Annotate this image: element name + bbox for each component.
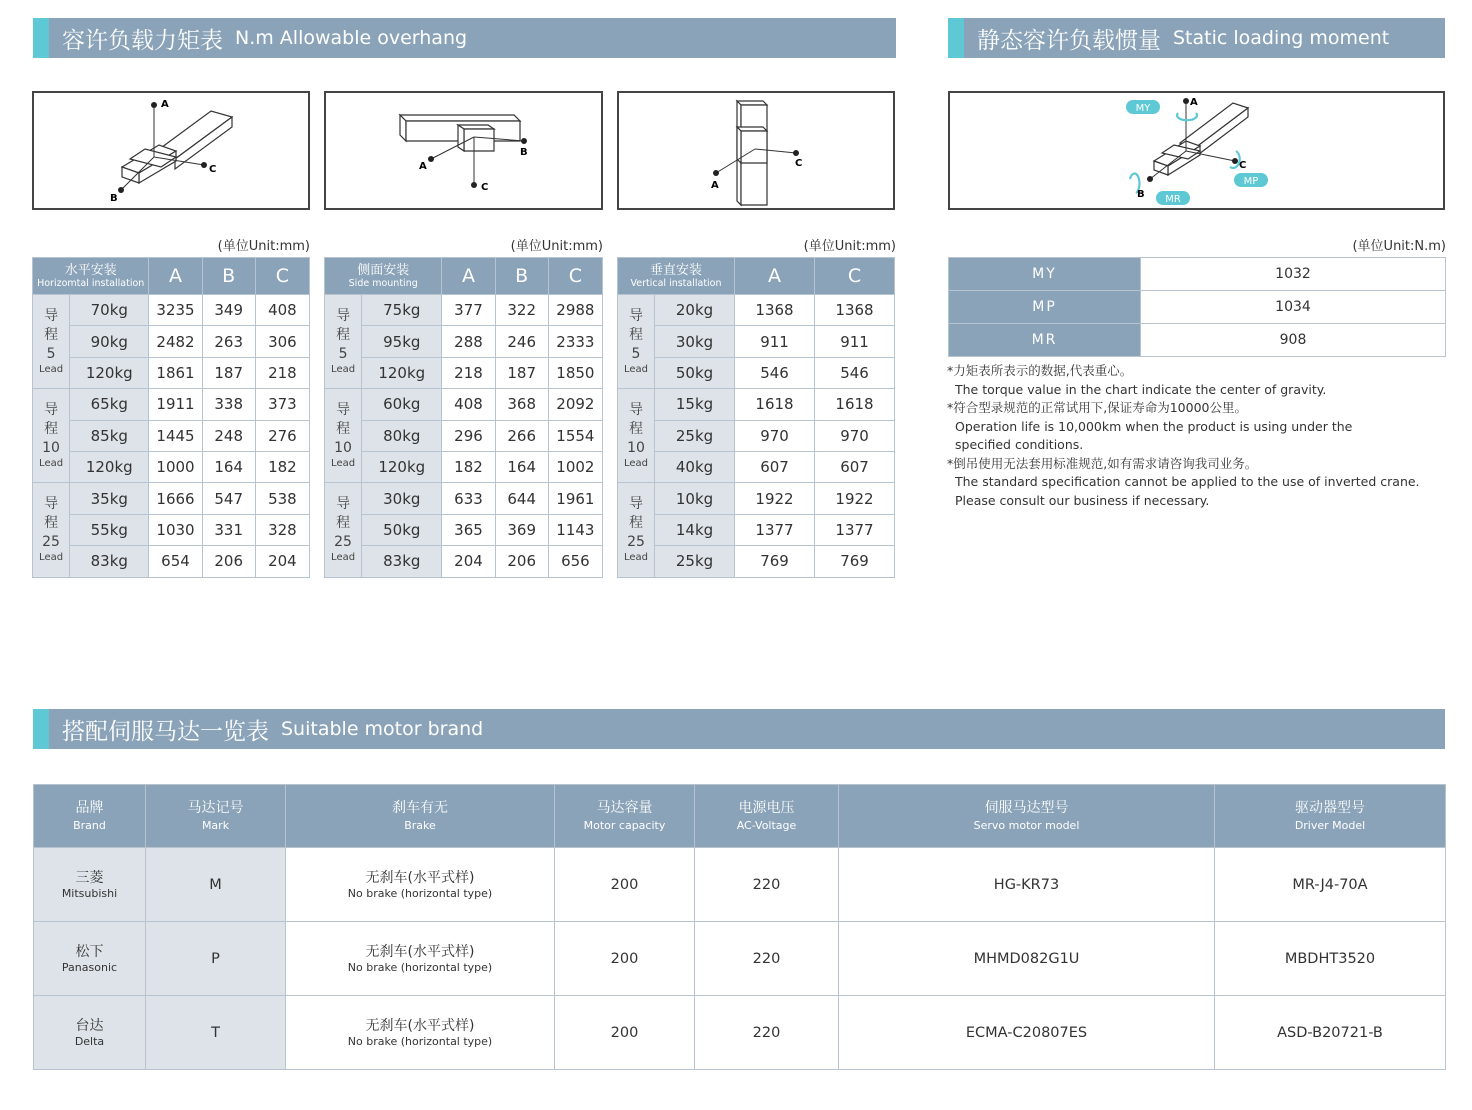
- moment-value-cell: 633: [442, 483, 495, 514]
- moment-value-cell: 607: [735, 451, 815, 482]
- install-type-header: [33, 258, 149, 295]
- voltage-cell: 220: [695, 848, 839, 922]
- lead-value: 10: [42, 440, 60, 457]
- moment-value-cell: 331: [202, 514, 255, 545]
- load-cell: 30kg: [655, 326, 735, 357]
- note-en: specified conditions.: [955, 437, 1084, 452]
- lead-value: 25: [334, 534, 352, 551]
- static-moment-diagram: [948, 91, 1445, 210]
- moment-value-cell: 1666: [149, 483, 202, 514]
- moment-value-cell: 204: [255, 546, 309, 577]
- column-header: A: [442, 258, 495, 295]
- moment-value-cell: 276: [255, 420, 309, 451]
- load-cell: 15kg: [655, 389, 735, 420]
- moment-value-cell: 546: [735, 357, 815, 388]
- moment-value-cell: 1143: [548, 514, 602, 545]
- static-section-header: [948, 18, 1445, 58]
- load-cell: 80kg: [362, 420, 442, 451]
- moment-value-cell: 164: [202, 451, 255, 482]
- table-row: [33, 546, 310, 577]
- note-zh: *符合型录规范的正常试用下,保证寿命为10000公里。: [947, 400, 1247, 415]
- moment-value-cell: 654: [149, 546, 202, 577]
- lead-cell: [33, 295, 70, 389]
- moment-value-cell: 408: [255, 295, 309, 326]
- lead-word-char: 导: [44, 402, 59, 419]
- header-voltage: 电源电压 AC-Voltage: [695, 785, 839, 848]
- install-type-en: Side mounting: [348, 277, 418, 289]
- table-row: [618, 451, 895, 482]
- mark-cell: P: [146, 922, 286, 996]
- moment-value-cell: 266: [495, 420, 548, 451]
- moment-value-cell: 1002: [548, 451, 602, 482]
- table-row: [33, 389, 310, 420]
- load-cell: 55kg: [70, 514, 149, 545]
- lead-en: Lead: [39, 552, 64, 564]
- table-row: [33, 357, 310, 388]
- load-cell: 95kg: [362, 326, 442, 357]
- brand-cell: 台达 Delta: [34, 996, 146, 1070]
- moment-value-cell: 547: [202, 483, 255, 514]
- load-cell: 60kg: [362, 389, 442, 420]
- lead-word-char: 程: [336, 327, 351, 344]
- moment-value-cell: 182: [442, 451, 495, 482]
- note-en: Please consult our business if necessary.: [955, 492, 1210, 508]
- horizontal-install-diagram: [32, 91, 310, 210]
- table-row: [33, 483, 310, 514]
- moment-value-cell: 1911: [149, 389, 202, 420]
- lead-word-char: 程: [629, 515, 643, 532]
- lead-word-char: 程: [44, 515, 59, 532]
- moment-value-cell: 970: [735, 420, 815, 451]
- driver-cell: MR-J4-70A: [1215, 848, 1446, 922]
- load-cell: 40kg: [655, 451, 735, 482]
- axis-label-b: B: [1137, 189, 1145, 200]
- table-row: [618, 420, 895, 451]
- moment-key: MR: [949, 324, 1141, 357]
- moment-value-cell: 1445: [149, 420, 202, 451]
- moment-value-cell: 296: [442, 420, 495, 451]
- table-header-row: [33, 258, 310, 295]
- moment-row: [949, 324, 1446, 357]
- load-cell: 75kg: [362, 295, 442, 326]
- moment-value-cell: 263: [202, 326, 255, 357]
- motor-brand-table: [33, 784, 1446, 1070]
- unit-label: (单位Unit:mm): [510, 239, 603, 254]
- lead-word-char: 导: [336, 496, 351, 513]
- table-header-row: [618, 258, 895, 295]
- note-zh: *倒吊使用无法套用标准规范,如有需求请咨询我司业务。: [947, 455, 1258, 471]
- table-row: [325, 357, 603, 388]
- install-type-en: Horizomtal installation: [37, 277, 145, 289]
- moment-value: 1032: [1141, 258, 1446, 291]
- moment-value-cell: 911: [815, 326, 895, 357]
- install-type-zh: 垂直安装: [650, 262, 703, 278]
- moment-value-cell: 911: [735, 326, 815, 357]
- moment-value-cell: 546: [815, 357, 895, 388]
- lead-en: Lead: [623, 364, 649, 376]
- moment-label-mr: MR: [1165, 194, 1181, 205]
- lead-cell: [325, 295, 362, 389]
- brake-cell: 无刹车(水平式样) No brake (horizontal type): [286, 922, 555, 996]
- lead-word-char: 导: [44, 496, 59, 513]
- moment-value-cell: 656: [548, 546, 602, 577]
- capacity-cell: 200: [555, 996, 695, 1070]
- lead-word-char: 导: [629, 308, 643, 325]
- voltage-cell: 220: [695, 996, 839, 1070]
- lead-word-char: 导: [629, 402, 643, 419]
- vertical-rail-drawing: [619, 93, 893, 208]
- load-cell: 25kg: [655, 546, 735, 577]
- moment-value-cell: 1368: [815, 295, 895, 326]
- section-title-en: N.m Allowable overhang: [235, 27, 468, 49]
- moment-value-cell: 377: [442, 295, 495, 326]
- axis-label-a: A: [161, 99, 169, 110]
- moment-value-cell: 373: [255, 389, 309, 420]
- lead-value: 5: [46, 346, 56, 363]
- moment-label-my: MY: [1135, 103, 1151, 114]
- driver-cell: MBDHT3520: [1215, 922, 1446, 996]
- lead-cell: [618, 389, 655, 483]
- brake-cell: 无刹车(水平式样) No brake (horizontal type): [286, 848, 555, 922]
- servo-cell: MHMD082G1U: [839, 922, 1215, 996]
- note-en: The torque value in the chart indicate the center of gravity.: [955, 381, 1327, 397]
- load-cell: 120kg: [362, 357, 442, 388]
- lead-word-char: 程: [629, 327, 643, 344]
- axis-label-a: A: [1190, 97, 1198, 108]
- moment-value-cell: 2092: [548, 389, 602, 420]
- moment-value: 908: [1141, 324, 1446, 357]
- motor-row: [34, 848, 1446, 922]
- lead-en: Lead: [623, 552, 649, 564]
- lead-en: Lead: [331, 364, 356, 376]
- moment-value-cell: 182: [255, 451, 309, 482]
- side-rail-drawing: [326, 93, 601, 208]
- lead-en: Lead: [331, 552, 356, 564]
- load-cell: 50kg: [362, 514, 442, 545]
- column-header: B: [202, 258, 255, 295]
- lead-word-char: 程: [44, 327, 59, 344]
- mark-cell: M: [146, 848, 286, 922]
- load-cell: 70kg: [70, 295, 149, 326]
- load-cell: 83kg: [362, 546, 442, 577]
- mark-cell: T: [146, 996, 286, 1070]
- moment-value-cell: 1377: [815, 514, 895, 545]
- moment-value-cell: 306: [255, 326, 309, 357]
- table-row: [325, 451, 603, 482]
- column-header: C: [548, 258, 602, 295]
- install-type-header: [618, 258, 735, 295]
- moment-value-cell: 2988: [548, 295, 602, 326]
- lead-value: 5: [338, 346, 348, 363]
- axis-label-a: A: [711, 180, 719, 191]
- unit-label: (单位Unit:mm): [217, 239, 310, 254]
- axis-label-c: C: [795, 158, 803, 169]
- table-row: [33, 451, 310, 482]
- header-capacity: 马达容量 Motor capacity: [555, 785, 695, 848]
- static-moment-table: [948, 257, 1446, 357]
- moment-value-cell: 538: [255, 483, 309, 514]
- section-title-en: Suitable motor brand: [281, 718, 484, 740]
- section-title-zh: 容许负载力矩表: [62, 27, 223, 54]
- lead-value: 25: [627, 534, 645, 551]
- moment-value-cell: 644: [495, 483, 548, 514]
- unit-label: (单位Unit:N.m): [1352, 239, 1446, 254]
- install-type-zh: 侧面安装: [357, 262, 410, 278]
- capacity-cell: 200: [555, 848, 695, 922]
- lead-cell: [618, 483, 655, 577]
- moment-value-cell: 204: [442, 546, 495, 577]
- table-row: [325, 420, 603, 451]
- note-zh: *力矩表所表示的数据,代表重心。: [947, 363, 1133, 378]
- motor-header-row: [34, 785, 1446, 848]
- motor-row: [34, 922, 1446, 996]
- lead-cell: [618, 295, 655, 389]
- moment-key: MY: [949, 258, 1141, 291]
- moment-value-cell: 3235: [149, 295, 202, 326]
- moment-value-cell: 218: [442, 357, 495, 388]
- moment-value-cell: 1961: [548, 483, 602, 514]
- header-mark: 马达记号 Mark: [146, 785, 286, 848]
- moment-value-cell: 1922: [815, 483, 895, 514]
- lead-cell: [325, 483, 362, 577]
- lead-word-char: 导: [336, 308, 351, 325]
- moment-value-cell: 1861: [149, 357, 202, 388]
- table-row: [618, 357, 895, 388]
- overhang-section-header: [33, 18, 896, 58]
- column-header: A: [149, 258, 202, 295]
- table-header-row: [325, 258, 603, 295]
- moment-value-cell: 1618: [735, 389, 815, 420]
- column-header: C: [255, 258, 309, 295]
- axis-label-c: C: [1239, 160, 1247, 171]
- lead-en: Lead: [331, 458, 356, 470]
- lead-word-char: 导: [629, 496, 643, 513]
- load-cell: 50kg: [655, 357, 735, 388]
- moment-row: [949, 258, 1446, 291]
- header-brand: 品牌 Brand: [34, 785, 146, 848]
- moment-value-cell: 769: [815, 546, 895, 577]
- moment-value-cell: 187: [202, 357, 255, 388]
- motor-section-header: [33, 709, 1445, 749]
- lead-cell: [33, 483, 70, 577]
- header-brake: 刹车有无 Brake: [286, 785, 555, 848]
- install-type-en: Vertical installation: [630, 277, 722, 289]
- moment-value-cell: 607: [815, 451, 895, 482]
- table-row: [618, 514, 895, 545]
- load-cell: 10kg: [655, 483, 735, 514]
- moment-value-cell: 328: [255, 514, 309, 545]
- lead-en: Lead: [39, 364, 64, 376]
- table-row: [618, 546, 895, 577]
- load-cell: 20kg: [655, 295, 735, 326]
- capacity-cell: 200: [555, 922, 695, 996]
- load-cell: 30kg: [362, 483, 442, 514]
- table-row: [33, 420, 310, 451]
- load-cell: 25kg: [655, 420, 735, 451]
- horizontal-rail-drawing: [34, 93, 308, 208]
- vertical-install-diagram: [617, 91, 895, 210]
- moment-value-cell: 349: [202, 295, 255, 326]
- lead-value: 10: [334, 440, 352, 457]
- moment-key: MP: [949, 291, 1141, 324]
- load-cell: 35kg: [70, 483, 149, 514]
- axis-label-c: C: [209, 164, 217, 175]
- table-row: [325, 514, 603, 545]
- table-row: [33, 295, 310, 326]
- moment-value-cell: 1000: [149, 451, 202, 482]
- moment-value-cell: 206: [202, 546, 255, 577]
- motor-row: [34, 996, 1446, 1070]
- install-type-header: [325, 258, 442, 295]
- moment-value-cell: 2482: [149, 326, 202, 357]
- section-accent: [948, 18, 964, 58]
- note-en: The standard specification cannot be applied to the use of inverted crane.: [955, 474, 1420, 489]
- section-accent: [33, 709, 49, 749]
- table-row: [33, 326, 310, 357]
- moment-value-cell: 338: [202, 389, 255, 420]
- column-header: B: [495, 258, 548, 295]
- unit-label: (单位Unit:mm): [803, 239, 896, 254]
- moment-value-cell: 1922: [735, 483, 815, 514]
- axis-label-b: B: [520, 147, 528, 158]
- lead-word-char: 导: [44, 308, 59, 325]
- moment-value-cell: 246: [495, 326, 548, 357]
- voltage-cell: 220: [695, 922, 839, 996]
- table-row: [325, 295, 603, 326]
- moment-value-cell: 288: [442, 326, 495, 357]
- moment-value-cell: 1377: [735, 514, 815, 545]
- moment-value-cell: 322: [495, 295, 548, 326]
- section-title-en: Static loading moment: [1173, 27, 1390, 49]
- moment-row: [949, 291, 1446, 324]
- brand-cell: 松下 Panasonic: [34, 922, 146, 996]
- load-cell: 65kg: [70, 389, 149, 420]
- vertical-load-table: [617, 257, 895, 578]
- table-row: [618, 483, 895, 514]
- table-row: [33, 514, 310, 545]
- load-cell: 120kg: [70, 357, 149, 388]
- lead-cell: [33, 389, 70, 483]
- moment-value-cell: 1030: [149, 514, 202, 545]
- moment-value-cell: 206: [495, 546, 548, 577]
- axis-label-a: A: [419, 161, 427, 172]
- section-accent: [33, 18, 49, 58]
- section-title-zh: 静态容许负载惯量: [977, 27, 1161, 54]
- driver-cell: ASD-B20721-B: [1215, 996, 1446, 1070]
- moment-value-cell: 1554: [548, 420, 602, 451]
- table-row: [618, 326, 895, 357]
- lead-en: Lead: [39, 458, 64, 470]
- moment-value-cell: 218: [255, 357, 309, 388]
- horizontal-load-table: [32, 257, 310, 578]
- moment-rail-drawing: [950, 93, 1443, 208]
- lead-word-char: 导: [336, 402, 351, 419]
- axis-label-c: C: [481, 182, 489, 193]
- column-header: C: [815, 258, 895, 295]
- load-cell: 120kg: [362, 451, 442, 482]
- load-cell: 120kg: [70, 451, 149, 482]
- lead-word-char: 程: [629, 421, 643, 438]
- table-row: [325, 389, 603, 420]
- moment-value-cell: 769: [735, 546, 815, 577]
- table-row: [325, 483, 603, 514]
- lead-value: 10: [627, 440, 645, 457]
- lead-word-char: 程: [44, 421, 59, 438]
- table-row: [325, 546, 603, 577]
- moment-value-cell: 1618: [815, 389, 895, 420]
- brand-cell: 三菱 Mitsubishi: [34, 848, 146, 922]
- header-servo-model: 伺服马达型号 Servo motor model: [839, 785, 1215, 848]
- moment-value-cell: 1850: [548, 357, 602, 388]
- lead-value: 5: [631, 346, 641, 363]
- notes-block: [947, 362, 1447, 510]
- axis-label-b: B: [110, 193, 118, 204]
- moment-label-mp: MP: [1243, 176, 1259, 187]
- servo-cell: ECMA-C20807ES: [839, 996, 1215, 1070]
- section-title-zh: 搭配伺服马达一览表: [62, 718, 269, 745]
- moment-value-cell: 365: [442, 514, 495, 545]
- lead-cell: [325, 389, 362, 483]
- servo-cell: HG-KR73: [839, 848, 1215, 922]
- side-mount-diagram: [324, 91, 603, 210]
- load-cell: 83kg: [70, 546, 149, 577]
- moment-value-cell: 368: [495, 389, 548, 420]
- moment-value-cell: 187: [495, 357, 548, 388]
- table-row: [618, 295, 895, 326]
- load-cell: 90kg: [70, 326, 149, 357]
- moment-value-cell: 970: [815, 420, 895, 451]
- lead-value: 25: [42, 534, 60, 551]
- moment-value: 1034: [1141, 291, 1446, 324]
- table-row: [325, 326, 603, 357]
- brake-cell: 无刹车(水平式样) No brake (horizontal type): [286, 996, 555, 1070]
- install-type-zh: 水平安装: [64, 262, 117, 278]
- lead-word-char: 程: [336, 421, 351, 438]
- load-cell: 85kg: [70, 420, 149, 451]
- moment-value-cell: 1368: [735, 295, 815, 326]
- moment-value-cell: 164: [495, 451, 548, 482]
- table-row: [618, 389, 895, 420]
- moment-value-cell: 369: [495, 514, 548, 545]
- load-cell: 14kg: [655, 514, 735, 545]
- lead-word-char: 程: [336, 515, 351, 532]
- moment-value-cell: 248: [202, 420, 255, 451]
- column-header: A: [735, 258, 815, 295]
- moment-value-cell: 408: [442, 389, 495, 420]
- header-driver-model: 驱动器型号 Driver Model: [1215, 785, 1446, 848]
- moment-value-cell: 2333: [548, 326, 602, 357]
- lead-en: Lead: [623, 458, 649, 470]
- side-load-table: [324, 257, 603, 578]
- note-en: Operation life is 10,000km when the product is using under the: [955, 418, 1353, 434]
